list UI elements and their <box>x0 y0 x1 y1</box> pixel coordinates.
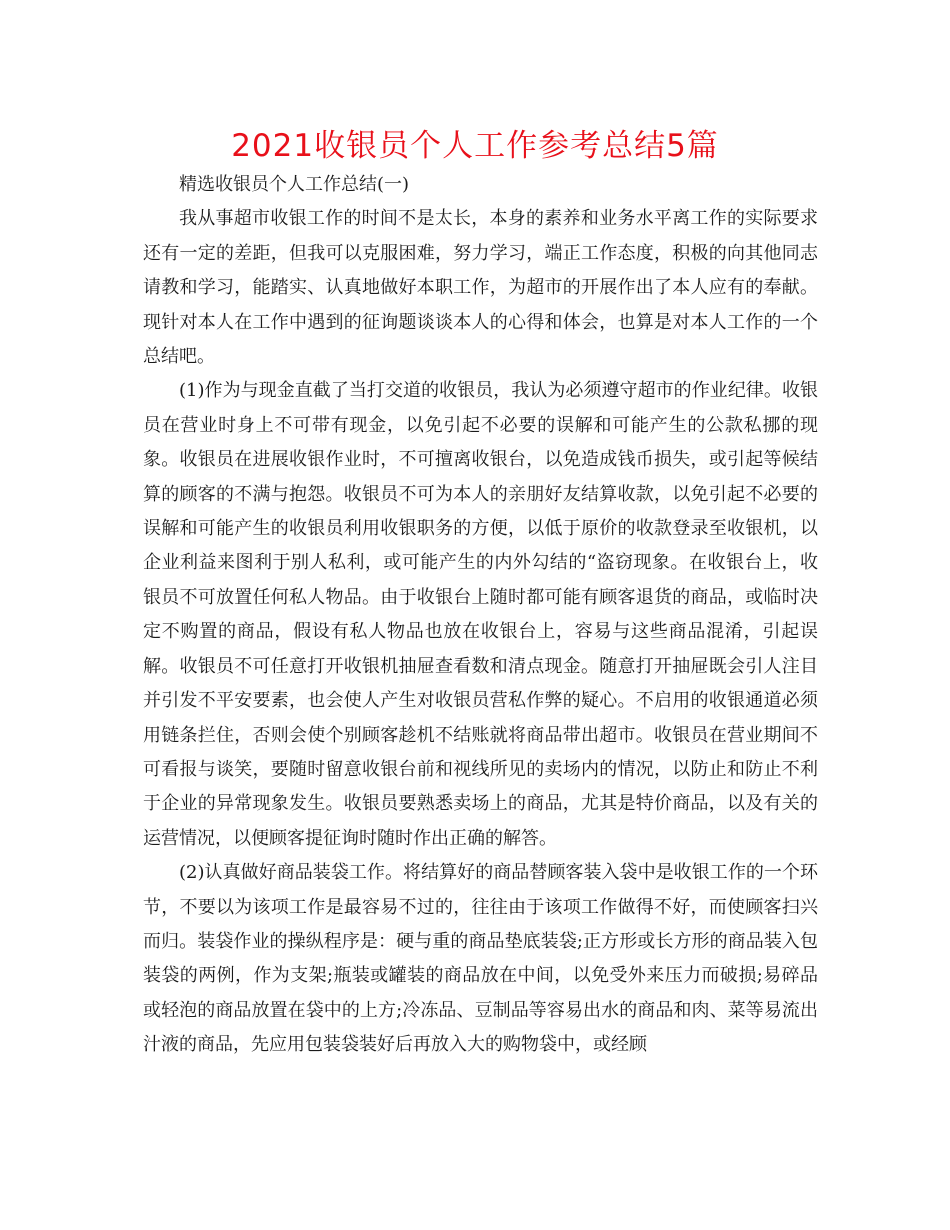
paragraph-bagging: (2)认真做好商品装袋工作。将结算好的商品替顾客装入袋中是收银工作的一个环节，不要以为该项工作是最容易不过的，往往由于该项工作做得不好，而使顾客扫兴而归。装袋作业的操纵程序是：硬与重的商品垫底装袋;正方形或长方形的商品装入包装袋的两例，作为支架;瓶装或罐装的商品放在中间，以免受外来压力而破损;易碎品或轻泡的商品放置在袋中的上方;冷冻品、豆制品等容易出水的商品和肉、菜等易流出汁液的商品，先应用包装袋装好后再放入大的购物袋中，或经顾 <box>143 862 818 1056</box>
document-body <box>143 168 818 1063</box>
paragraph-discipline: (1)作为与现金直截了当打交道的收银员，我认为必须遵守超市的作业纪律。收银员在营业时身上不可带有现金，以免引起不必要的误解和可能产生的公款私挪的现象。收银员在进展收银作业时，不可擅离收银台，以免造成钱币损失，或引起等候结算的顾客的不满与抱怨。收银员不可为本人的亲朋好友结算收款，以免引起不必要的误解和可能产生的收银员利用收银职务的方便，以低于原价的收款登录至收银机，以企业利益来图利于别人私利，或可能产生的内外勾结的“盗窃现象。在收银台上，收银员不可放置任何私人物品。由于收银台上随时都可能有顾客退货的商品，或临时决定不购置的商品，假设有私人物品也放在收银台上，容易与这些商品混淆，引起误解。收银员不可任意打开收银机抽屉查看数和清点现金。随意打开抽屉既会引人注目并引发不平安要素，也会使人产生对收银员营私作弊的疑心。不启用的收银通道必须用链条拦住，否则会使个别顾客趁机不结账就将商品带出超市。收银员在营业期间不可看报与谈笑，要随时留意收银台前和视线所见的卖场内的情况，以防止和防止不利于企业的异常现象发生。收银员要熟悉卖场上的商品，尤其是特价商品，以及有关的运营情况，以便顾客提征询时随时作出正确的解答。 <box>143 380 818 849</box>
document-title: 2021收银员个人工作参考总结5篇 <box>231 128 719 164</box>
section-heading: 精选收银员个人工作总结(一) <box>179 174 410 195</box>
paragraph-intro: 我从事超市收银工作的时间不是太长，本身的素养和业务水平离工作的实际要求还有一定的差距，但我可以克服困难，努力学习，端正工作态度，积极的向其他同志请教和学习，能踏实、认真地做好本职工作，为超市的开展作出了本人应有的奉献。现针对本人在工作中遇到的征询题谈谈本人的心得和体会，也算是对本人工作的一个总结吧。 <box>143 208 818 368</box>
